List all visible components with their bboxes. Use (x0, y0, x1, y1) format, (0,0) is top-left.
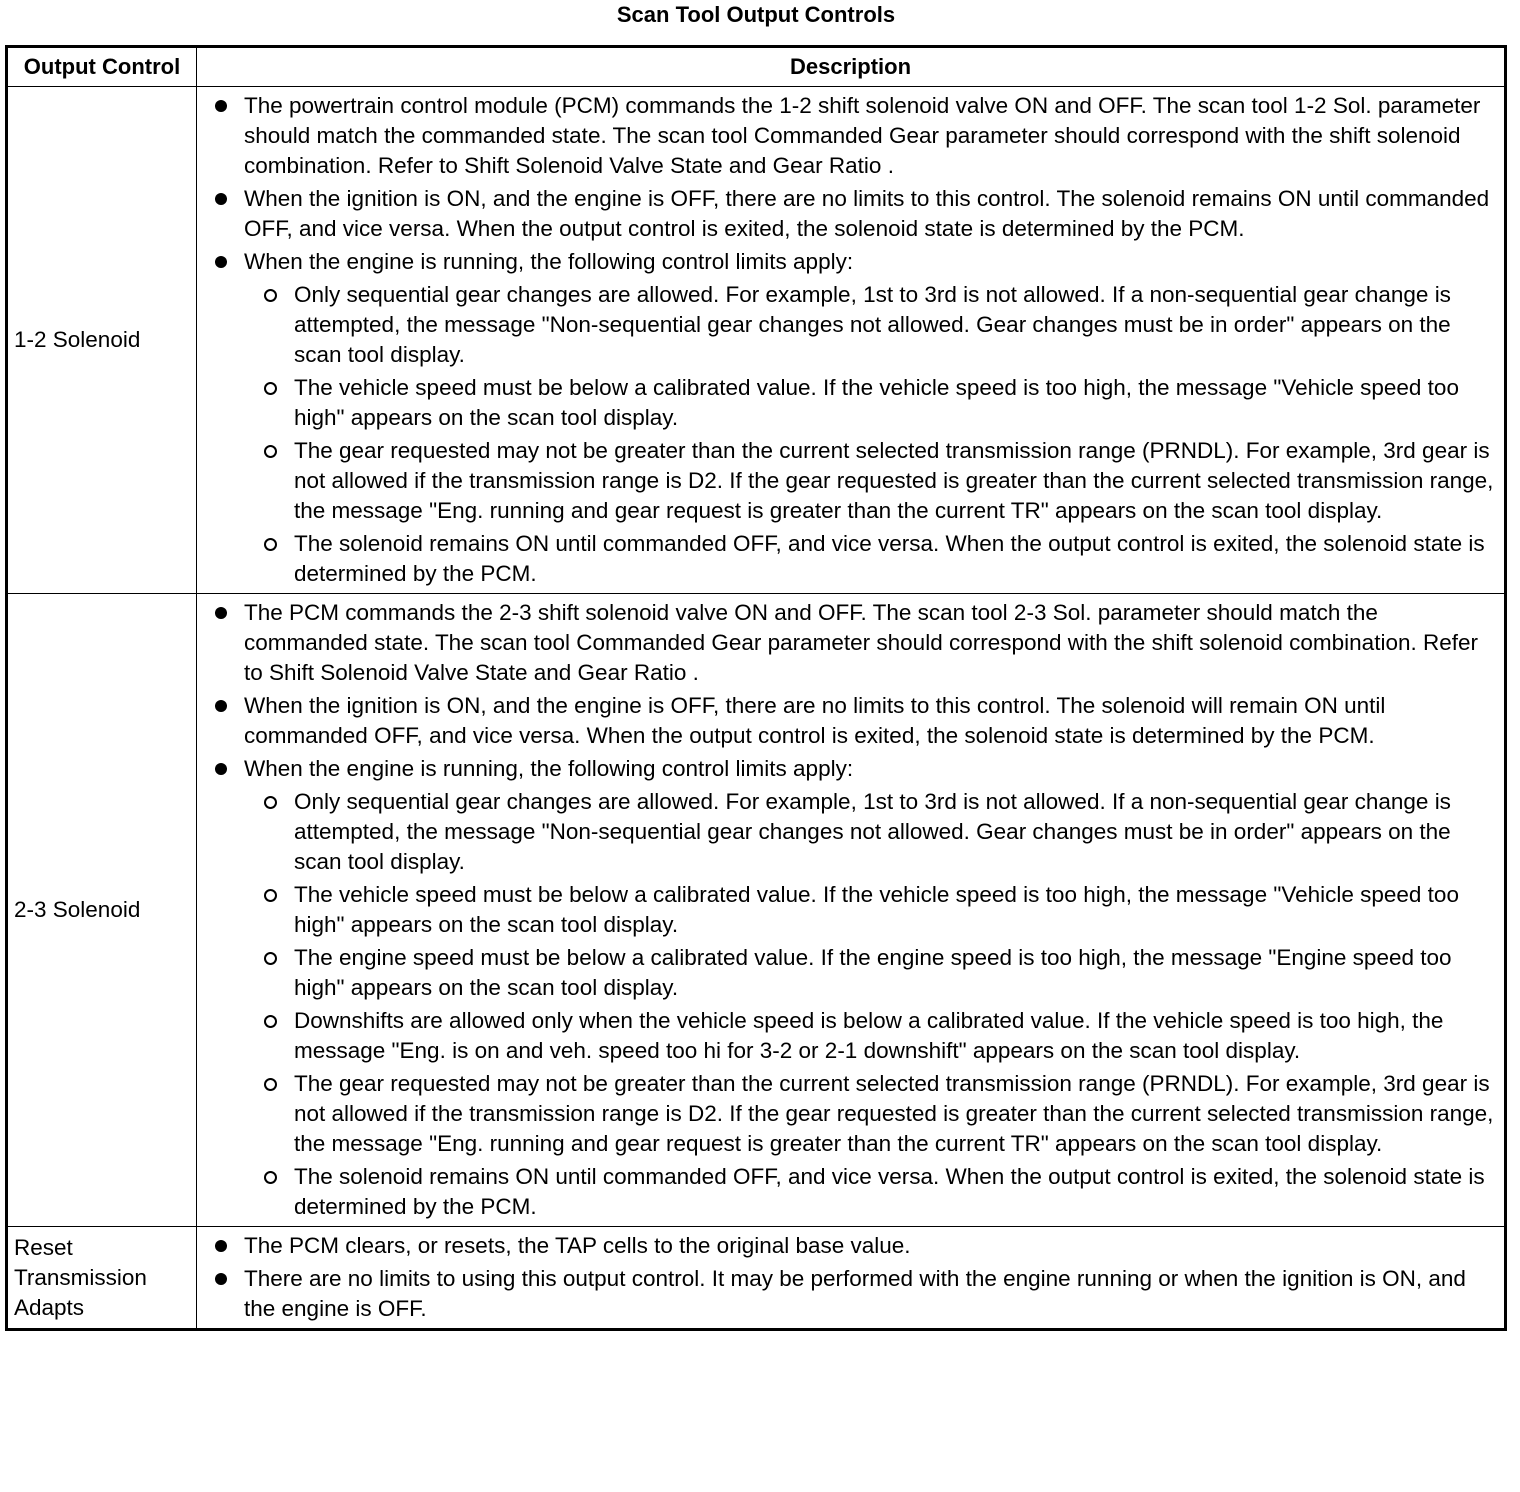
sub-bullet-text: Only sequential gear changes are allowed. For example, 1st to 3rd is not allowed. If a non-sequential gear change is attempted, the message "Non-sequential gear changes not allowed. Gear changes must be in order" appears on the scan tool display. (294, 789, 1451, 874)
sub-bullet-text: The vehicle speed must be below a calibrated value. If the vehicle speed is too high, the message "Vehicle speed too high" appears on the scan tool display. (294, 882, 1459, 937)
output-control-cell: 1-2 Solenoid (7, 87, 197, 594)
bullet-text: There are no limits to using this output control. It may be performed with the engine running or when the ignition is ON, and the engine is OFF. (244, 1266, 1466, 1321)
list-item (211, 91, 1496, 181)
bullet-icon (215, 763, 227, 775)
bullet-icon (215, 700, 227, 712)
bullet-icon (215, 607, 227, 619)
bullet-icon (215, 100, 227, 112)
sub-list-item (244, 529, 1496, 589)
bullet-text: When the engine is running, the following control limits apply: (244, 249, 854, 274)
sub-list-item (244, 880, 1496, 940)
list-item (211, 1264, 1496, 1324)
sub-list-item (244, 943, 1496, 1003)
bullet-icon (215, 256, 227, 268)
header-row (7, 47, 1506, 87)
list-item (211, 184, 1496, 244)
sub-list-item (244, 1069, 1496, 1159)
sub-list-item (244, 373, 1496, 433)
circle-bullet-icon (264, 1078, 277, 1091)
sub-bullet-text: The solenoid remains ON until commanded OFF, and vice versa. When the output control is exited, the solenoid state is determined by the PCM. (294, 531, 1485, 586)
sub-list-item (244, 1162, 1496, 1222)
bullet-list (211, 91, 1496, 589)
output-control-cell: 2-3 Solenoid (7, 594, 197, 1227)
list-item (211, 598, 1496, 688)
bullet-text: When the ignition is ON, and the engine is OFF, there are no limits to this control. The solenoid will remain ON until commanded OFF, and vice versa. When the output control is exited, the solenoid state is determined by the PCM. (244, 693, 1386, 748)
circle-bullet-icon (264, 796, 277, 809)
sub-bullet-text: The gear requested may not be greater than the current selected transmission range (PRNDL). For example, 3rd gear is not allowed if the transmission range is D2. If the gear requested is greater than the current selected transmission range, the message "Eng. running and gear request is greater than the current TR" appears on the scan tool display. (294, 438, 1494, 523)
sub-bullet-text: The vehicle speed must be below a calibrated value. If the vehicle speed is too high, the message "Vehicle speed too high" appears on the scan tool display. (294, 375, 1459, 430)
sub-bullet-text: Downshifts are allowed only when the vehicle speed is below a calibrated value. If the vehicle speed is too high, the message "Eng. is on and veh. speed too hi for 3-2 or 2-1 downshift" appears on the scan tool display. (294, 1008, 1444, 1063)
output-control-cell: Reset Transmission Adapts (7, 1227, 197, 1330)
bullet-list (211, 1231, 1496, 1324)
circle-bullet-icon (264, 289, 277, 302)
bullet-text: When the ignition is ON, and the engine is OFF, there are no limits to this control. The solenoid remains ON until commanded OFF, and vice versa. When the output control is exited, the solenoid state is determined by the PCM. (244, 186, 1490, 241)
table-row (7, 87, 1506, 594)
bullet-list (211, 598, 1496, 1222)
circle-bullet-icon (264, 952, 277, 965)
list-item (211, 1231, 1496, 1261)
bullet-icon (215, 1273, 227, 1285)
circle-bullet-icon (264, 1171, 277, 1184)
sub-bullet-text: The gear requested may not be greater than the current selected transmission range (PRNDL). For example, 3rd gear is not allowed if the transmission range is D2. If the gear requested is greater than the current selected transmission range, the message "Eng. running and gear request is greater than the current TR" appears on the scan tool display. (294, 1071, 1494, 1156)
bullet-icon (215, 193, 227, 205)
sub-bullet-list (244, 787, 1496, 1222)
list-item (211, 754, 1496, 1222)
description-cell (197, 87, 1506, 594)
sub-list-item (244, 280, 1496, 370)
description-cell (197, 594, 1506, 1227)
bullet-text: The PCM commands the 2-3 shift solenoid valve ON and OFF. The scan tool 2-3 Sol. parameter should match the commanded state. The scan tool Commanded Gear parameter should correspond with the shift solenoid combination. Refer to Shift Solenoid Valve State and Gear Ratio . (244, 600, 1478, 685)
circle-bullet-icon (264, 382, 277, 395)
list-item (211, 691, 1496, 751)
description-cell (197, 1227, 1506, 1330)
header-output-control: Output Control (7, 47, 197, 87)
bullet-text: The PCM clears, or resets, the TAP cells to the original base value. (244, 1233, 911, 1258)
sub-bullet-text: The solenoid remains ON until commanded OFF, and vice versa. When the output control is exited, the solenoid state is determined by the PCM. (294, 1164, 1485, 1219)
sub-list-item (244, 1006, 1496, 1066)
sub-bullet-list (244, 280, 1496, 589)
header-description: Description (197, 47, 1506, 87)
table-row (7, 594, 1506, 1227)
output-controls-table (5, 45, 1507, 1331)
sub-list-item (244, 436, 1496, 526)
table-row (7, 1227, 1506, 1330)
bullet-text: The powertrain control module (PCM) commands the 1-2 shift solenoid valve ON and OFF. The scan tool 1-2 Sol. parameter should match the commanded state. The scan tool Commanded Gear parameter should correspond with the shift solenoid combination. Refer to Shift Solenoid Valve State and Gear Ratio . (244, 93, 1481, 178)
sub-bullet-text: Only sequential gear changes are allowed. For example, 1st to 3rd is not allowed. If a non-sequential gear change is attempted, the message "Non-sequential gear changes not allowed. Gear changes must be in order" appears on the scan tool display. (294, 282, 1451, 367)
circle-bullet-icon (264, 889, 277, 902)
bullet-icon (215, 1240, 227, 1252)
sub-bullet-text: The engine speed must be below a calibrated value. If the engine speed is too high, the message "Engine speed too high" appears on the scan tool display. (294, 945, 1452, 1000)
bullet-text: When the engine is running, the following control limits apply: (244, 756, 854, 781)
table-title: Scan Tool Output Controls (616, 2, 896, 27)
circle-bullet-icon (264, 1015, 277, 1028)
sub-list-item (244, 787, 1496, 877)
list-item (211, 247, 1496, 589)
circle-bullet-icon (264, 538, 277, 551)
circle-bullet-icon (264, 445, 277, 458)
